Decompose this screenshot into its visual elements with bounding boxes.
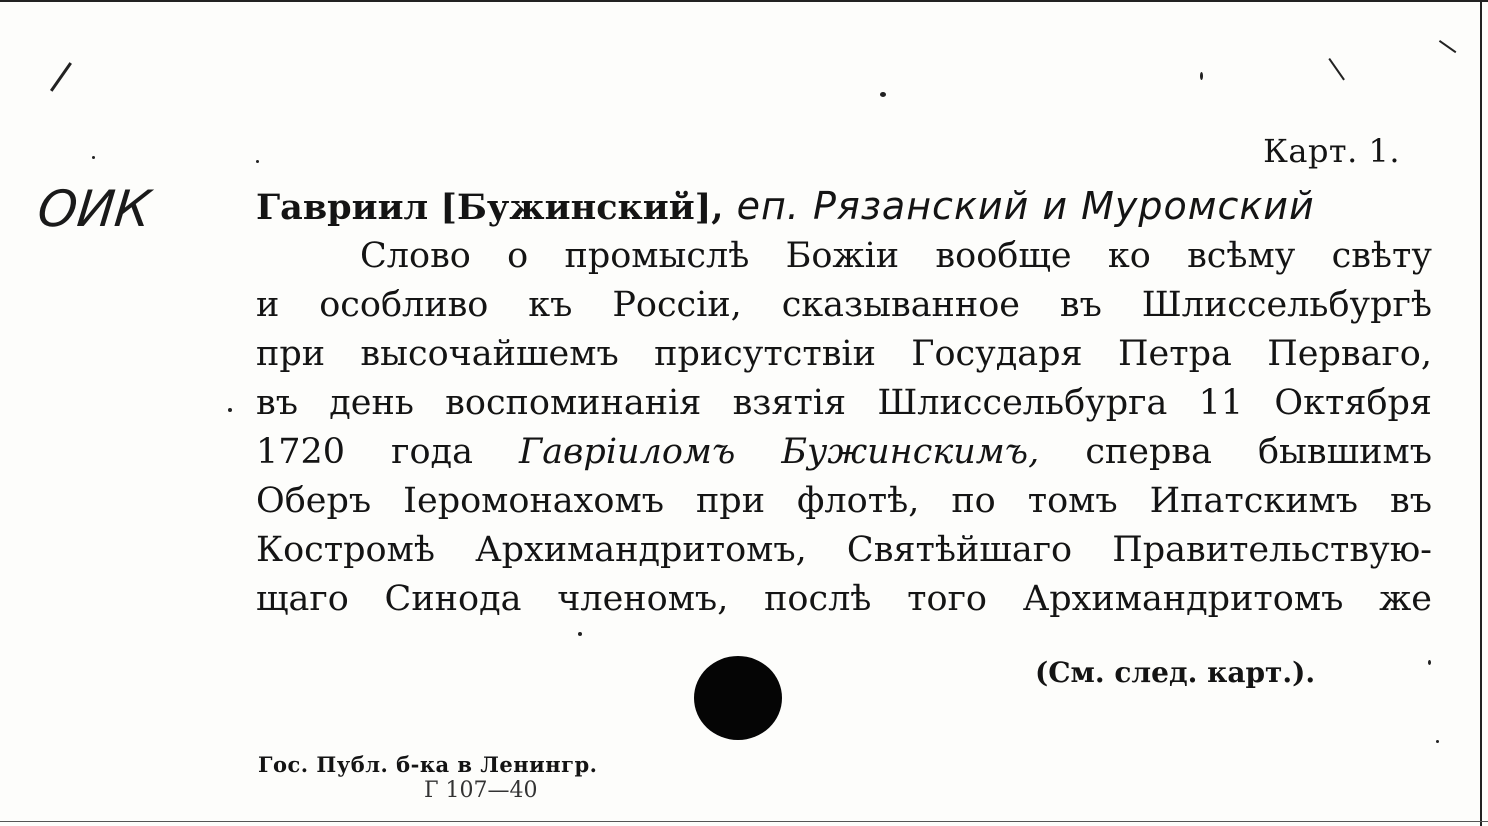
body-line [256,428,1432,477]
scan-speck [228,408,232,412]
card-top-edge [0,0,1488,2]
handwritten-mark: ОИК [34,180,154,238]
italic-author-name: Гаврiиломъ Бужинскимъ, [519,432,1040,472]
scan-speck [880,92,886,97]
pencil-mark [1328,58,1345,80]
card-bottom-edge [0,821,1488,822]
body-line-part: 1720 года [256,432,473,472]
stamp-code: Г 107—40 [424,778,538,803]
scan-speck [1428,660,1431,665]
body-line: въ день воспоминанiя взятiя Шлиссельбурга 11 Октября [256,383,1432,423]
pencil-mark [50,62,72,92]
body-line-part: сперва бывшимъ [1085,432,1432,472]
body-line: Костромѣ Архимандритомъ, Святѣйшаго Правительствую- [256,530,1432,570]
author-name: Гавриил [Бужинский], [256,187,724,228]
scan-speck [1200,72,1203,80]
scan-speck [578,632,582,636]
body-line: Оберъ Iеромонахомъ при флотѣ, по томъ Ипатскимъ въ [256,481,1432,521]
scan-speck [256,160,259,163]
pencil-mark [1439,40,1457,53]
scan-speck [92,156,95,159]
card-number: Карт. 1. [1263,132,1400,170]
punch-hole [694,656,782,740]
body-line: и особливо къ Россiи, сказыванное въ Шлиссельбургѣ [256,285,1432,325]
body-line: при высочайшемъ присутствiи Государя Петра Перваго, [256,334,1432,374]
card-heading [256,184,1315,228]
card-body-text [256,232,1432,624]
continuation-note: (См. след. карт.). [1035,656,1316,689]
library-stamp: Гос. Публ. б-ка в Ленингр. [258,752,598,777]
handwritten-addition: еп. Рязанский и Муромский [736,184,1315,228]
body-line: щаго Синода членомъ, послѣ того Архимандритомъ же [256,579,1432,619]
body-line: Слово о промыслѣ Божiи вообще ко всѣму свѣту [360,236,1432,276]
card-right-edge [1480,0,1482,826]
scan-speck [1436,740,1439,743]
